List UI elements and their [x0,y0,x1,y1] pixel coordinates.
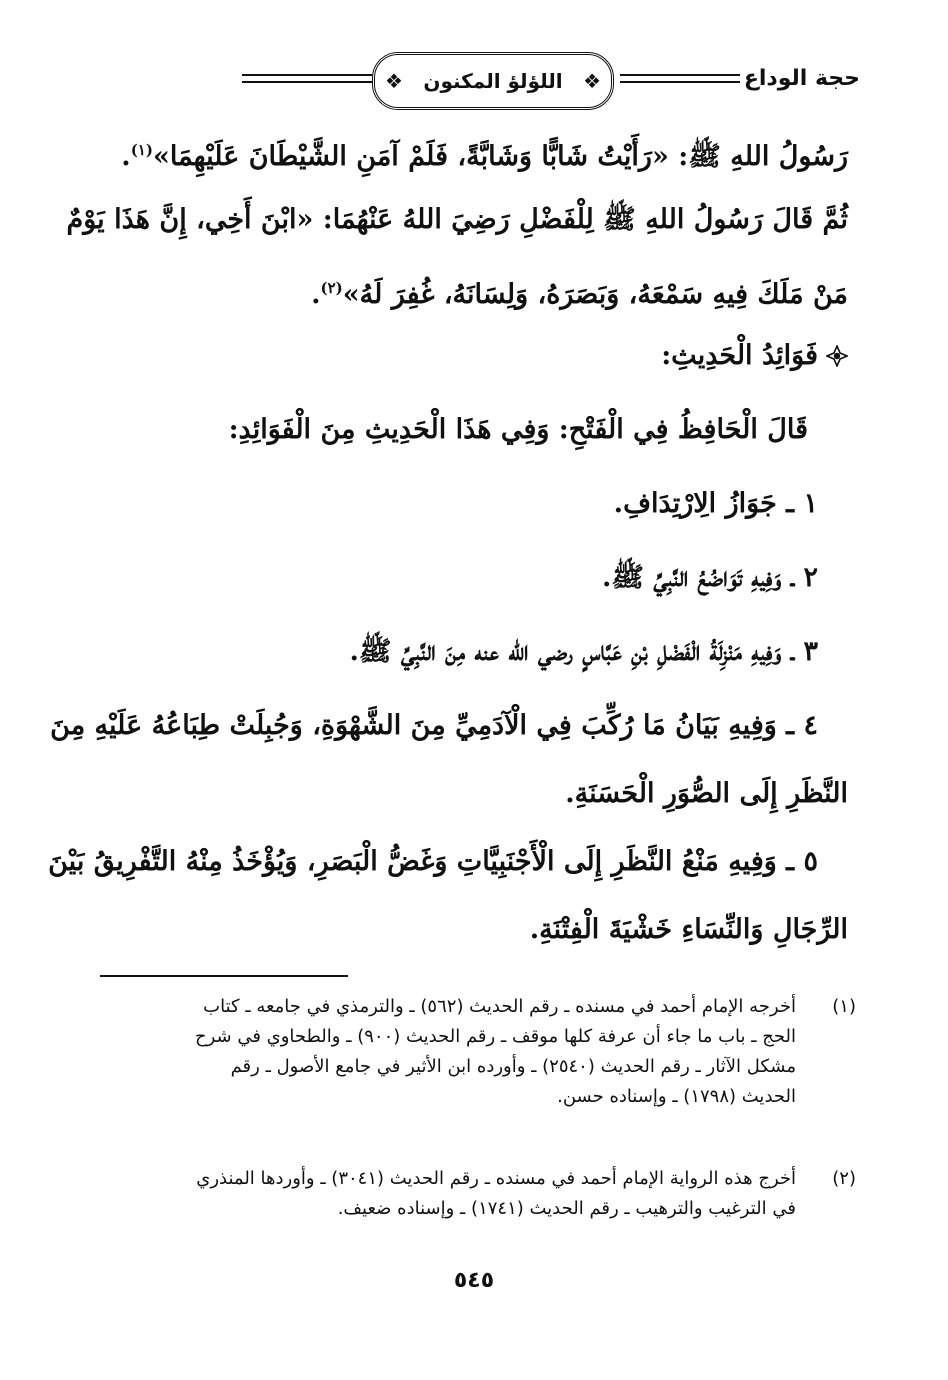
period: . [311,279,321,310]
list-item-text: ٥ ـ وَفِيهِ مَنْعُ النَّظَرِ إِلَى الْأَجْنَبِيَّاتِ وَغَضُّ الْبَصَرِ، وَيُؤْخَذُ مِنْهُ التَّفْرِيقُ بَيْنَ [48,846,818,877]
footnote [100,1164,856,1224]
header-rule-left [242,74,372,83]
body-line [100,130,848,177]
body-line [100,268,848,315]
body-text: مَنْ مَلَكَ فِيهِ سَمْعَهُ، وَبَصَرَهُ، وَلِسَانَهُ، غُفِرَ لَهُ» [342,279,848,310]
footnote-line: الحج ـ باب ما جاء أن عرفة كلها موقف ـ رقم الحديث (٩٠٠) ـ والطحاوي في شرح [194,1026,796,1047]
footnote-line: مشكل الآثار ـ رقم الحديث (٢٥٤٠) ـ وأورده ابن الأثير في جامع الأصول ـ رقم [230,1056,796,1077]
footnote-number: (٢) [832,1168,856,1189]
footnote-number: (١) [832,996,856,1017]
list-item [100,632,818,672]
body-text: قَالَ الْحَافِظُ فِي الْفَتْحِ: وَفِي هَذَا الْحَدِيثِ مِنَ الْفَوَائِدِ: [228,414,808,445]
list-item-text: ٤ ـ وَفِيهِ بَيَانُ مَا رُكِّبَ فِي الْآدَمِيِّ مِنَ الشَّهْوَةِ، وَجُبِلَتْ طِبَاعُهُ عَلَيْهِ مِنَ [50,710,818,741]
list-item-continuation [100,910,848,950]
footnote-line: الحديث (١٧٩٨) ـ وإسناده حسن. [557,1086,796,1107]
list-item [100,484,818,524]
body-text: رَسُولُ اللهِ ﷺ: «رَأَيْتُ شَابًّا وَشَابَّةً، فَلَمْ آمَنِ الشَّيْطَانَ عَلَيْهِمَا» [152,141,848,172]
page-number: ٥٤٥ [453,1268,495,1293]
footnote-ref: (١) [130,141,153,159]
footnote-text [100,1164,796,1224]
series-cartouche [372,52,614,110]
body-text: ثُمَّ قَالَ رَسُولُ اللهِ ﷺ لِلْفَضْلِ رَضِيَ اللهُ عَنْهُمَا: «ابْنَ أَخِي، إِنَّ هَذَا يَوْمٌ [66,204,848,235]
list-item-text: ٢ ـ وَفِيهِ تَوَاضُعُ النَّبِيِّ ﷺ. [601,562,818,593]
footnote-line: أخرج هذه الرواية الإمام أحمد في مسنده ـ رقم الحديث (٣٠٤١) ـ وأوردها المنذري [196,1168,796,1189]
period: . [121,141,131,172]
ornament-icon: ❖ [583,69,601,93]
footnote-line: أخرجه الإمام أحمد في مسنده ـ رقم الحديث (٥٦٢) ـ والترمذي في جامعه ـ كتاب [203,996,796,1017]
header-rule-right [620,74,740,83]
body-line [66,200,848,240]
list-item [48,842,818,882]
page-header [100,52,860,112]
list-item-text: ١ ـ جَوَازُ الِارْتِدَافِ. [613,488,818,519]
list-item-continuation [100,774,848,814]
footnote-ref: (٢) [320,279,343,297]
footnote-line: في الترغيب والترهيب ـ رقم الحديث (١٧٤١) ـ وإسناده ضعيف. [337,1198,796,1219]
list-item-text: الرِّجَالِ وَالنِّسَاءِ خَشْيَةَ الْفِتْنَةِ. [529,914,848,945]
footnote-separator [100,975,348,977]
section-heading [100,336,848,376]
list-item-text: ٣ ـ وَفِيهِ مَنْزِلَةُ الْفَضْلِ بْنِ عَبَّاسٍ رضي الله عنه مِنَ النَّبِيِّ ﷺ. [349,636,818,667]
ornament-icon: ❖ [385,69,403,93]
body-line [100,410,808,450]
section-heading-text: فَوَائِدُ الْحَدِيثِ: [661,340,818,371]
star-bullet-icon [826,345,848,367]
footnote [100,992,856,1112]
list-item [50,706,818,746]
list-item-text: النَّظَرِ إِلَى الصُّوَرِ الْحَسَنَةِ. [565,778,848,809]
series-title: اللؤلؤ المكنون [423,69,563,93]
footnote-text [100,992,796,1112]
running-title: حجة الوداع [743,66,860,91]
list-item [100,558,818,598]
